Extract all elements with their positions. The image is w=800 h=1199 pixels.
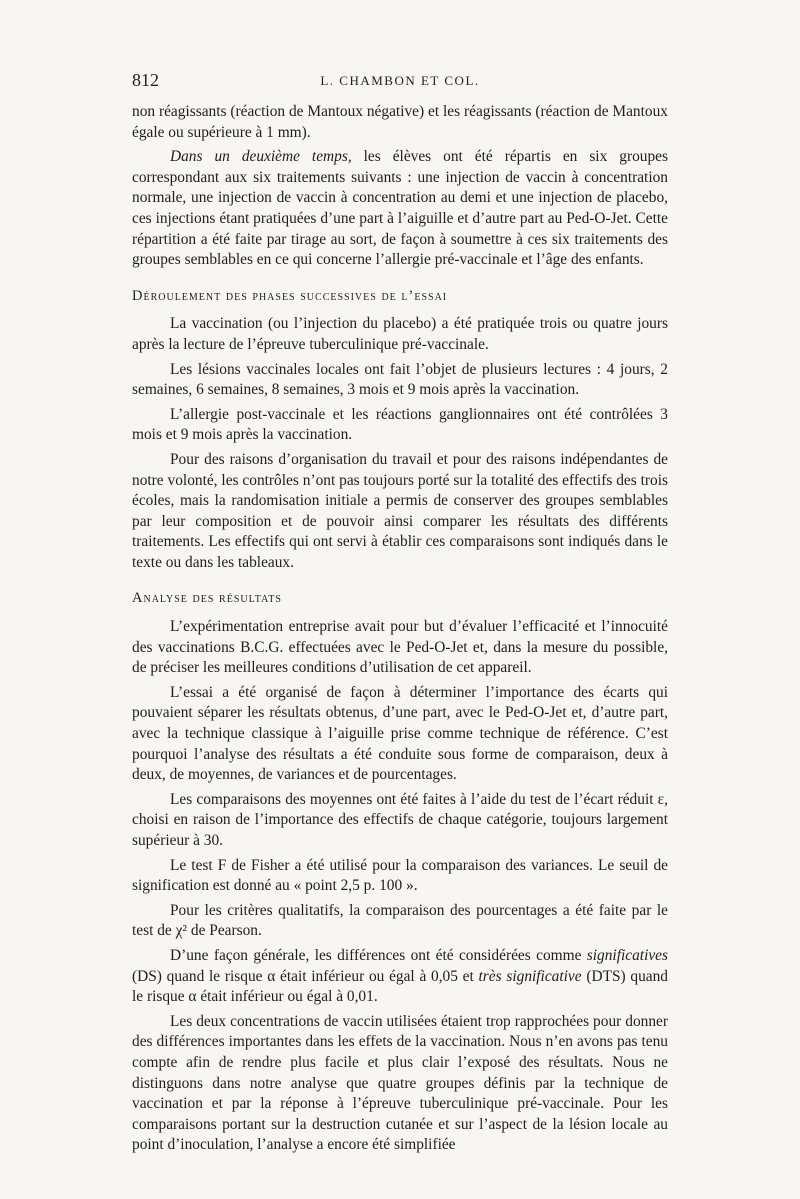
paragraph: L’essai a été organisé de façon à déterminer l’importance des écarts qui pouvaient séparer les résultats obtenus, d’une part, avec le Ped-O-Jet et, d’autre part, avec la technique classique à l’aiguille prise comme technique de référence. C’est pourquoi l’analyse des résultats a été conduite sous forme de comparaison, deux à deux, de moyennes, de variances et de pourcentages. bbox=[132, 683, 668, 784]
body-text bbox=[132, 102, 668, 1160]
paragraph: Pour les critères qualitatifs, la comparaison des pourcentages a été faite par le test de χ² de Pearson. bbox=[132, 901, 668, 940]
term-tres-significative: très significative bbox=[478, 967, 582, 985]
text-segment: (DS) quand le risque α était inférieur ou égal à 0,05 et bbox=[132, 967, 479, 985]
text-segment: (DTS) quand le risque α était inférieur ou égal à 0,01. bbox=[132, 967, 669, 1006]
paragraph-text: les élèves ont été répartis en six groupes correspondant aux six traitements suivants : une injection de vaccin à concentration normale, une injection de vaccin à concentration au demi et une injection de placebo, ces injections étant pratiquées d’une part à l’aiguille et d’autre part au Ped-O-Jet. Cette répartition a été faite par tirage au sort, de façon à soumettre à ces six traitements des groupes semblables en ce qui concerne l’allergie pré-vaccinale et l’âge des enfants. bbox=[132, 148, 668, 269]
text-segment: D’une façon générale, les différences ont été considérées comme bbox=[170, 946, 587, 964]
paragraph: Le test F de Fisher a été utilisé pour la comparaison des variances. Le seuil de signification est donné au « point 2,5 p. 100 ». bbox=[132, 856, 668, 895]
paragraph-deuxieme-temps bbox=[132, 147, 668, 271]
paragraph: Les lésions vaccinales locales ont fait l’objet de plusieurs lectures : 4 jours, 2 semaines, 6 semaines, 8 semaines, 3 mois et 9 mois après la vaccination. bbox=[132, 360, 668, 399]
page-number: 812 bbox=[132, 70, 159, 90]
paragraph: L’allergie post-vaccinale et les réactions ganglionnaires ont été contrôlées 3 mois et 9 mois après la vaccination. bbox=[132, 405, 668, 444]
section-heading-deroulement: Déroulement des phases successives de l’essai bbox=[132, 287, 448, 304]
paragraph-final: Les deux concentrations de vaccin utilisées étaient trop rapprochées pour donner des différences importantes dans les effets de la vaccination. Nous n’en avons pas tenu compte afin de rendre plus facile et plus clair l’exposé des résultats. Nous ne distinguons dans notre analyse que quatre groupes définis par la technique de vaccination et par la réponse à l’épreuve tuberculinique pré-vaccinale. Pour les comparaisons portant sur la destruction cutanée et sur l’aspect de la lésion locale au point d’inoculation, l’analyse a encore été simplifiée bbox=[132, 1012, 668, 1154]
paragraph: La vaccination (ou l’injection du placebo) a été pratiquée trois ou quatre jours après la lecture de l’épreuve tuberculinique pré-vaccinale. bbox=[132, 315, 668, 353]
paragraph-significance bbox=[132, 946, 668, 1008]
page-header bbox=[132, 70, 668, 96]
paragraph: Pour des raisons d’organisation du travail et pour des raisons indépendantes de notre volonté, les contrôles n’ont pas toujours porté sur la totalité des effectifs des trois écoles, mais la randomisation initiale a permis de conserver des groupes semblables par leur composition et de pouvoir ainsi comparer les résultats des différents traitements. Les effectifs qui ont servi à établir ces comparaisons sont indiqués dans le texte ou dans les tableaux. bbox=[132, 450, 668, 571]
paragraph: L’expérimentation entreprise avait pour but d’évaluer l’efficacité et l’innocuité des vaccinations B.C.G. effectuées avec le Ped-O-Jet et, dans la mesure du possible, de préciser les meilleures conditions d’utilisation de cet appareil. bbox=[132, 618, 668, 677]
paragraph: Les comparaisons des moyennes ont été faites à l’aide du test de l’écart réduit ε, choisi en raison de l’importance des effectifs de chaque catégorie, toujours largement supérieur à 30. bbox=[132, 790, 668, 849]
paragraph: non réagissants (réaction de Mantoux négative) et les réagissants (réaction de Mantoux égale ou supérieure à 1 mm). bbox=[132, 103, 668, 141]
italic-lead: Dans un deuxième temps, bbox=[170, 148, 352, 166]
term-significatives: significatives bbox=[586, 946, 668, 964]
running-head: L. CHAMBON ET COL. bbox=[320, 73, 480, 88]
section-heading-analyse: Analyse des résultats bbox=[132, 590, 282, 607]
